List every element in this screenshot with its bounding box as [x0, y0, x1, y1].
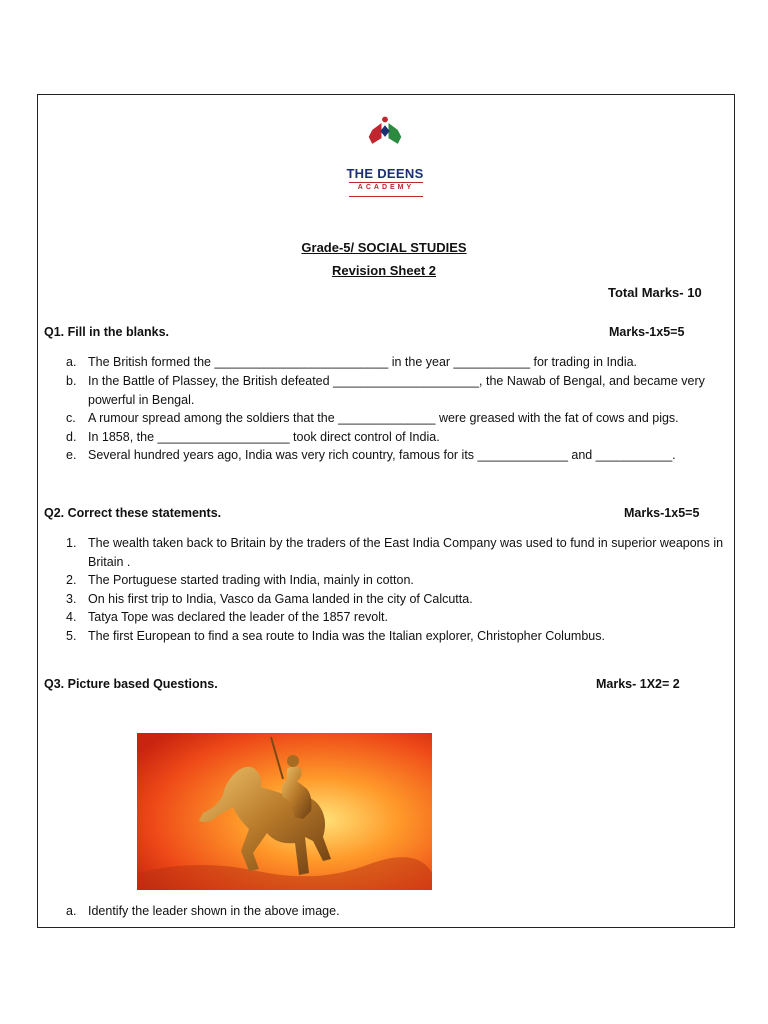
item-text: Identify the leader shown in the above image.: [88, 904, 340, 918]
list-item: [66, 590, 726, 609]
item-marker: a.: [66, 355, 77, 369]
q1-heading: Q1. Fill in the blanks.: [44, 325, 170, 339]
item-marker: 1.: [66, 536, 77, 550]
grade-title: Grade-5/ SOCIAL STUDIES: [301, 240, 467, 255]
item-text: A rumour spread among the soldiers that the ______________ were greased with the fat of cows and pigs.: [88, 411, 679, 425]
item-text: The first European to find a sea route to India was the Italian explorer, Christopher Columbus.: [88, 629, 605, 643]
item-text: Tatya Tope was declared the leader of the 1857 revolt.: [88, 610, 388, 624]
item-text: Several hundred years ago, India was very rich country, famous for its _____________ and ___________.: [88, 448, 676, 462]
logo-subtitle: ACADEMY: [357, 184, 415, 191]
item-text: The Portuguese started trading with India, mainly in cotton.: [88, 573, 414, 587]
item-marker: d.: [66, 430, 77, 444]
item-marker: c.: [66, 411, 76, 425]
item-text: The British formed the _________________________ in the year ___________ for trading in India.: [88, 355, 638, 369]
list-item: [66, 372, 726, 409]
item-marker: 3.: [66, 592, 77, 606]
item-marker: a.: [66, 904, 77, 918]
item-marker: b.: [66, 374, 77, 388]
item-text: On his first trip to India, Vasco da Gama landed in the city of Calcutta.: [88, 592, 473, 606]
q2-marks: Marks-1x5=5: [624, 506, 700, 520]
item-marker: 4.: [66, 610, 77, 624]
item-marker: e.: [66, 448, 77, 462]
list-item: [66, 902, 726, 921]
q3-marks: Marks- 1X2= 2: [596, 677, 680, 691]
list-item: [66, 353, 726, 372]
logo-divider: [349, 182, 423, 183]
q2-heading: Q2. Correct these statements.: [44, 506, 222, 520]
list-item: [66, 534, 726, 571]
list-item: [66, 627, 726, 646]
item-marker: 2.: [66, 573, 77, 587]
list-item: [66, 446, 726, 465]
sheet-title: Revision Sheet 2: [331, 263, 437, 278]
q1-marks: Marks-1x5=5: [609, 325, 685, 339]
item-text: In 1858, the ___________________ took direct control of India.: [88, 430, 440, 444]
logo-name: THE DEENS: [346, 166, 424, 181]
list-item: [66, 571, 726, 590]
logo-divider: [349, 196, 423, 197]
total-marks: Total Marks- 10: [608, 285, 702, 300]
item-text: In the Battle of Plassey, the British defeated _____________________, the Nawab of Bengal, and became very powerful in Bengal.: [88, 374, 705, 407]
list-item: [66, 409, 726, 428]
q3-heading: Q3. Picture based Questions.: [44, 677, 218, 691]
list-item: [66, 428, 726, 447]
equestrian-statue-image: [137, 733, 432, 890]
item-marker: 5.: [66, 629, 77, 643]
deens-academy-logo: [343, 116, 427, 166]
item-text: The wealth taken back to Britain by the traders of the East India Company was used to fund in superior weapons in Britain .: [88, 536, 724, 569]
list-item: [66, 608, 726, 627]
